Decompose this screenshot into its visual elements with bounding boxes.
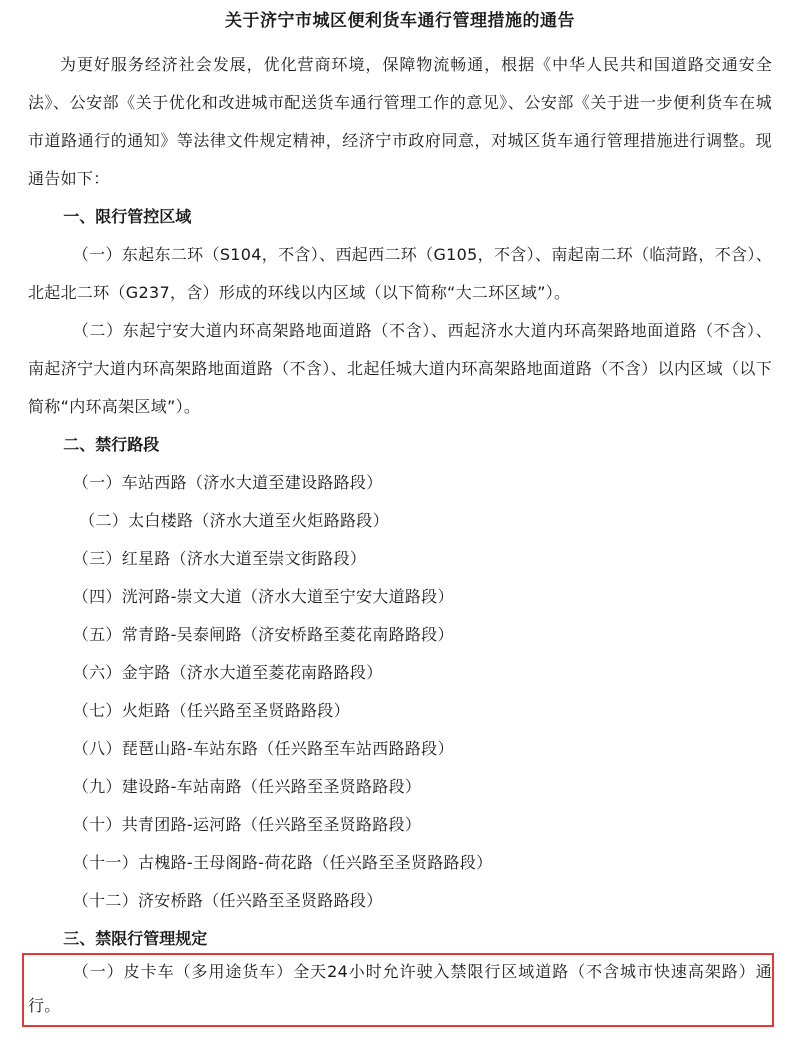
prohibited-road-item: （五）常青路-吴泰闸路（济安桥路至菱花南路路段） <box>72 625 454 644</box>
prohibited-road-item: （十一）古槐路-王母阁路-荷花路（任兴路至圣贤路路段） <box>72 853 493 872</box>
restricted-area-item-2: （二）东起宁安大道内环高架路地面道路（不含）、西起济水大道内环高架路地面道路（不含）、南起济宁大道内环高架路地面道路（不含）、北起任城大道内环高架路地面道路（不含）以内区域（以下简称“内环高架区域”）。 <box>28 321 772 416</box>
prohibited-road-item: （八）琵琶山路-车站东路（任兴路至车站西路路段） <box>72 739 454 758</box>
prohibited-road-item: （十二）济安桥路（任兴路至圣贤路路段） <box>72 891 383 910</box>
restricted-area-item-1: （一）东起东二环（S104，不含）、西起西二环（G105，不含）、南起南二环（临菏路，不含）、北起北二环（G237，含）形成的环线以内区域（以下简称“大二环区域”）。 <box>28 245 772 302</box>
section-heading-restricted-area: 一、限行管控区域 <box>63 207 192 226</box>
document-title: 关于济宁市城区便利货车通行管理措施的通告 <box>225 11 575 31</box>
prohibited-road-item: （三）红星路（济水大道至崇文街路段） <box>72 549 367 568</box>
prohibited-road-item: （一）车站西路（济水大道至建设路路段） <box>72 473 383 492</box>
prohibited-road-item: （六）金宇路（济水大道至菱花南路路段） <box>72 663 383 682</box>
prohibited-road-item: （十）共青团路-运河路（任兴路至圣贤路路段） <box>72 815 422 834</box>
prohibited-road-item: （七）火炬路（任兴路至圣贤路路段） <box>72 701 350 720</box>
prohibited-road-item: （二）太白楼路（济水大道至火炬路路段） <box>79 511 389 530</box>
prohibited-road-item: （四）洸河路-崇文大道（济水大道至宁安大道路段） <box>72 587 454 606</box>
section-heading-prohibited-roads: 二、禁行路段 <box>63 435 160 454</box>
prohibited-road-item: （九）建设路-车站南路（任兴路至圣贤路路段） <box>72 777 422 796</box>
intro-paragraph: 为更好服务经济社会发展，优化营商环境，保障物流畅通，根据《中华人民共和国道路交通安全法》、公安部《关于优化和改进城市配送货车通行管理工作的意见》、公安部《关于进一步便利货车在城市道路通行的通知》等法律文件规定精神，经济宁市政府同意，对城区货车通行管理措施进行调整。现通告如下： <box>28 55 772 188</box>
section-heading-management-rules: 三、禁限行管理规定 <box>63 929 208 948</box>
management-rule-item-1: （一）皮卡车（多用途货车）全天24小时允许驶入禁限行区域道路（不含城市快速高架路）通行。 <box>28 962 772 1015</box>
